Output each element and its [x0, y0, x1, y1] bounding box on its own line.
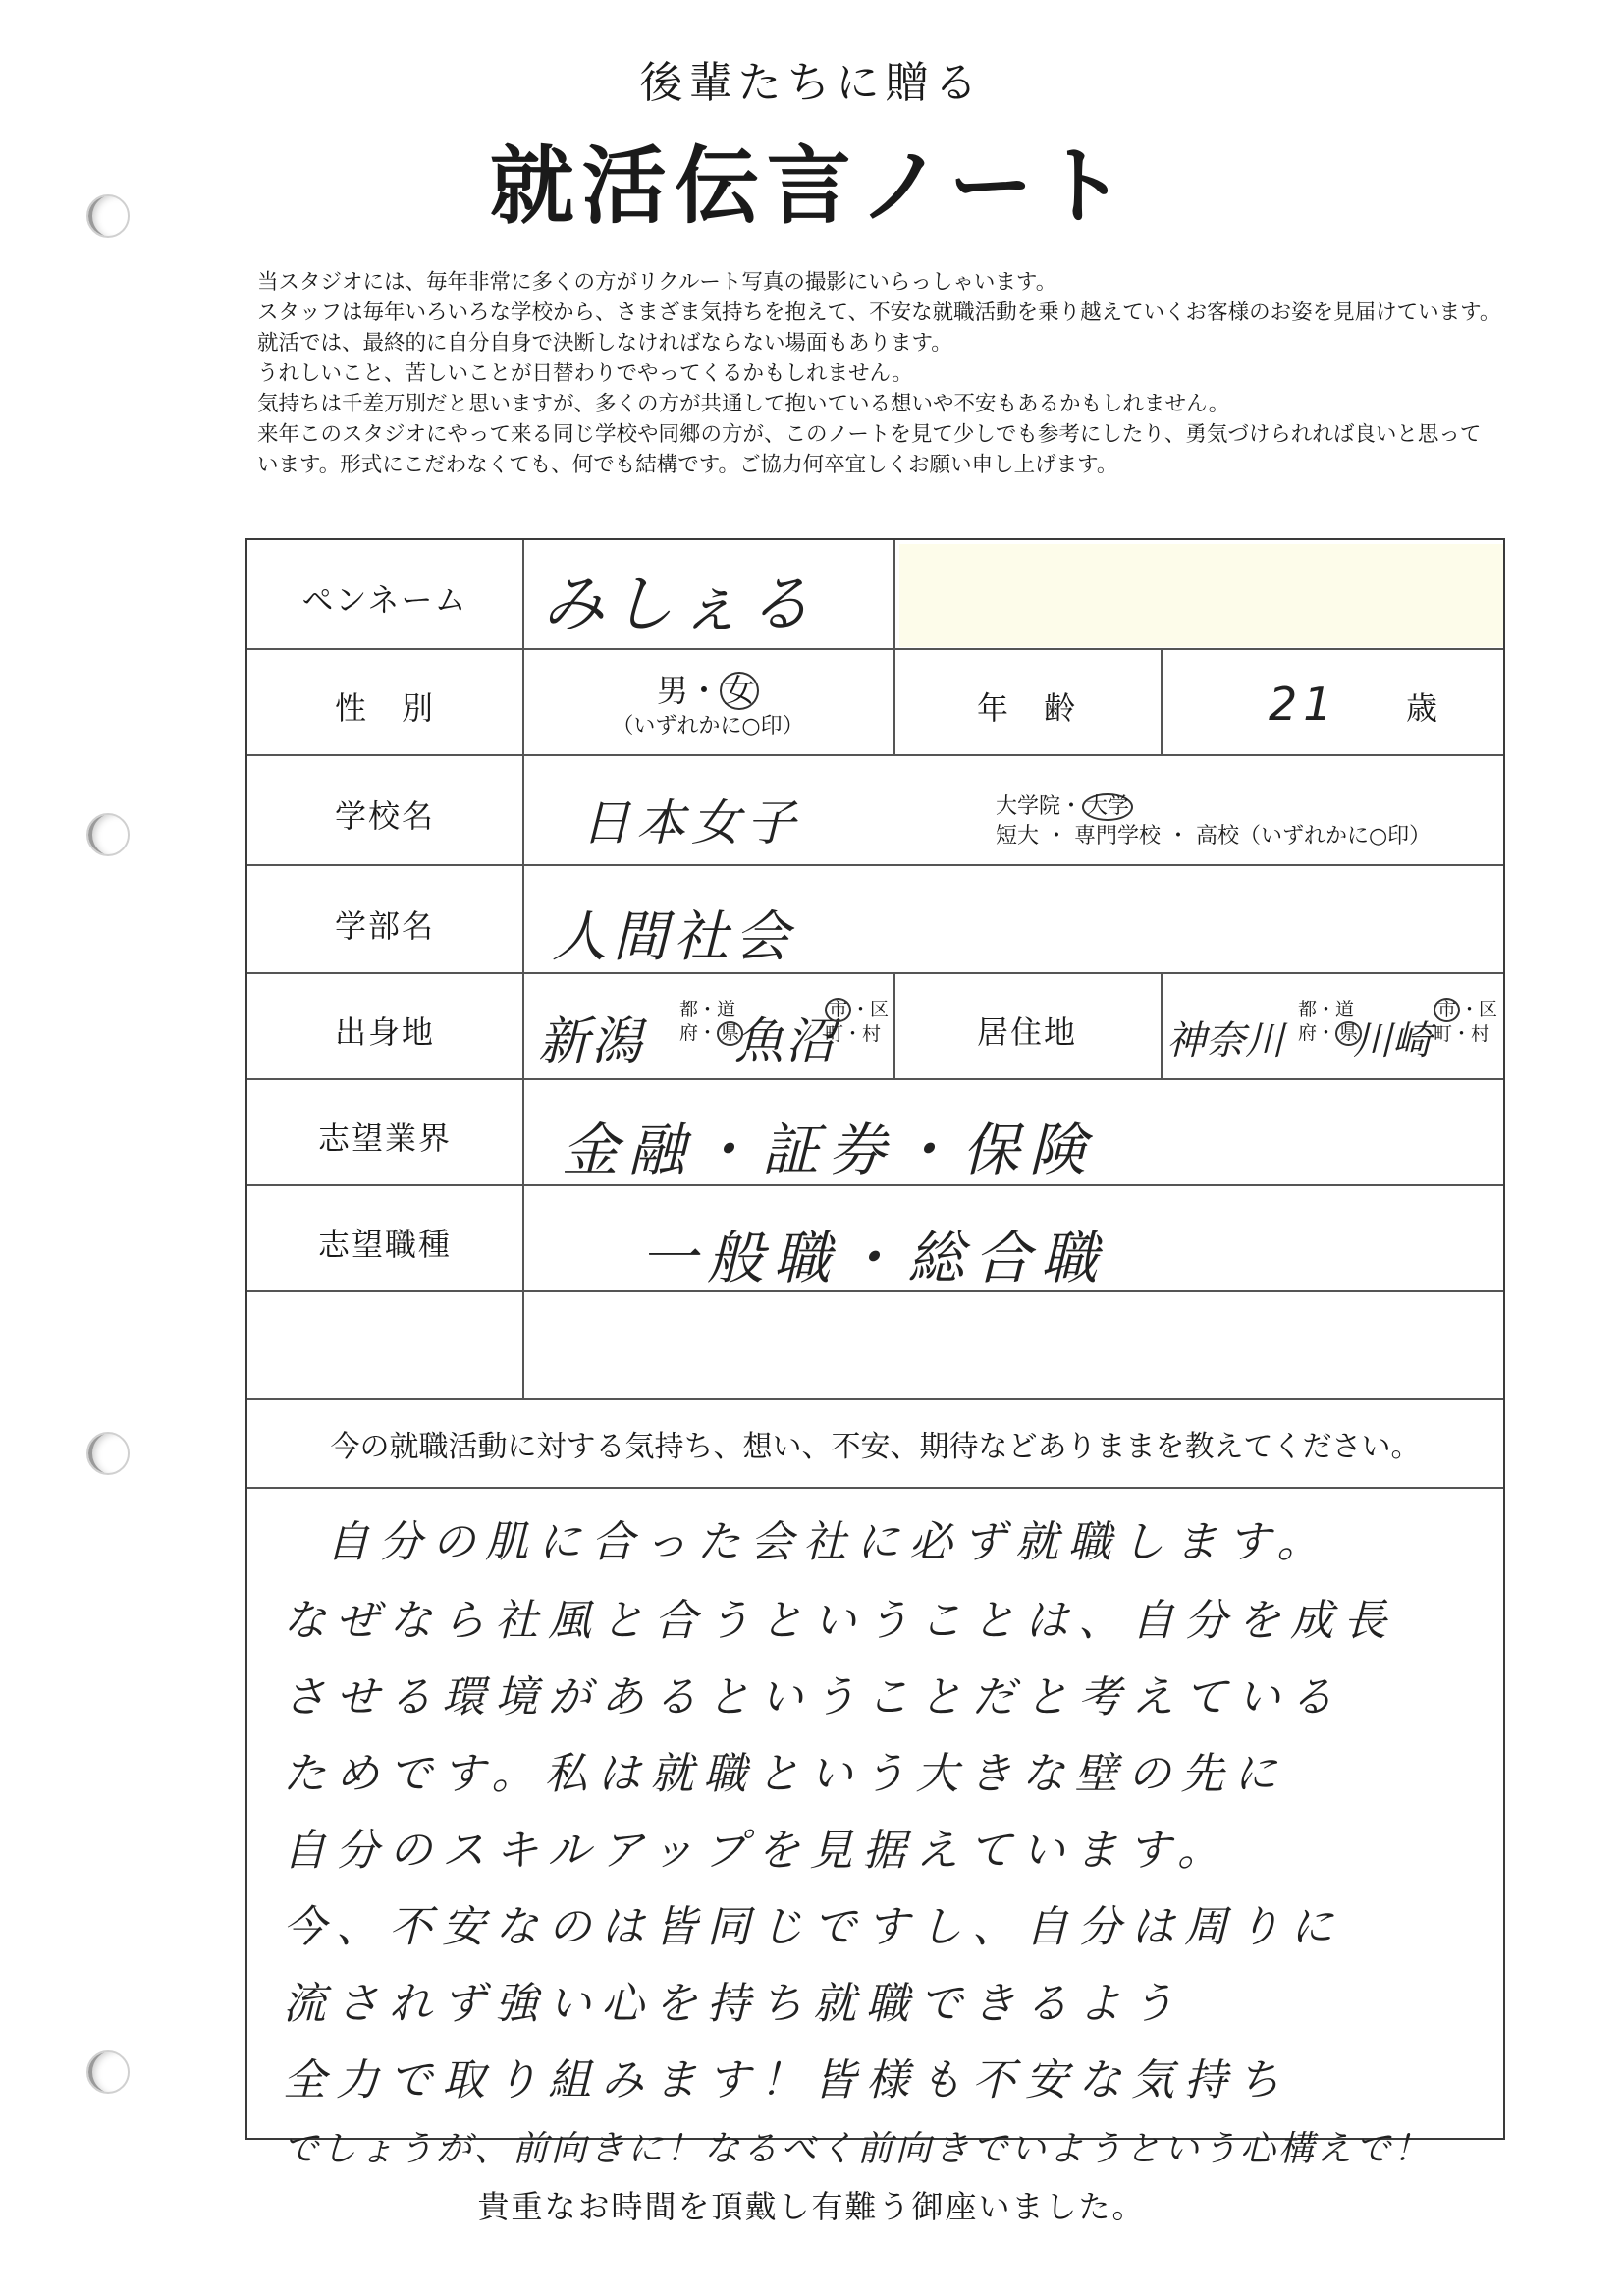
hometown-city: 魚沼 — [734, 1012, 837, 1069]
answer-line: 自分の肌に合った会社に必ず就職します。 — [326, 1517, 1330, 1567]
residence-city: 川崎 — [1353, 1018, 1432, 1064]
city-circled: 市 — [1434, 998, 1460, 1022]
pref-circled: 県 — [1335, 1021, 1362, 1046]
hometown-city-marks — [825, 998, 889, 1046]
intro-line: スタッフは毎年いろいろな学校から、さまざま気持ちを抱えて、不安な就職活動を乗り越えていくお客様のお姿を見届けています。 — [257, 301, 1501, 325]
gender-male: 男 — [656, 672, 688, 709]
intro-line: 気持ちは千差万別だと思いますが、多くの方が共通して抱いている想いや不安もあるかもしれません。 — [257, 392, 1230, 416]
intro-text — [257, 267, 1612, 480]
age-unit: 歳 — [1406, 689, 1438, 727]
city-marks-bottom: 町・村 — [825, 1022, 882, 1045]
residence-label: 居住地 — [976, 1013, 1077, 1051]
questionnaire-form — [245, 538, 1505, 2169]
pref-marks-top: 都・道 — [1298, 999, 1355, 1020]
footer-thanks: 貴重なお時間を頂戴し有難う御座いました。 — [477, 2188, 1146, 2225]
age-value: 21 — [1269, 678, 1338, 731]
pref-marks-top: 都・道 — [679, 999, 736, 1020]
school-type-line1 — [996, 790, 1133, 821]
binder-hole — [86, 1432, 130, 1475]
intro-line: 当スタジオには、毎年非常に多くの方がリクルート写真の撮影にいらっしゃいます。 — [257, 270, 1057, 295]
city-marks-bottom: 町・村 — [1434, 1022, 1490, 1045]
answer-line: 今、不安なのは皆同じですし、自分は周りに — [283, 1902, 1343, 1952]
page-subtitle: 後輩たちに贈る — [639, 58, 984, 108]
job-type-value: 一般職・総合職 — [640, 1225, 1109, 1291]
city-circled: 市 — [825, 998, 851, 1022]
answer-line: ためです。私は就職という大きな壁の先に — [283, 1749, 1287, 1799]
age-label: 年 齢 — [976, 689, 1077, 727]
industry-label: 志望業界 — [317, 1120, 452, 1157]
separator: ・ — [1060, 794, 1083, 819]
industry-value: 金融・証券・保険 — [562, 1117, 1097, 1183]
binder-hole — [86, 813, 130, 856]
question-prompt: 今の就職活動に対する気持ち、想い、不安、期待などありままを教えてください。 — [330, 1430, 1421, 1464]
page-title: 就活伝言ノート — [489, 137, 1134, 236]
school-label: 学校名 — [334, 797, 435, 835]
intro-line: うれしいこと、苦しいことが日替わりでやってくるかもしれません。 — [257, 361, 913, 386]
city-marks-top: ・区 — [851, 999, 890, 1020]
answer-line: 自分のスキルアップを見据えています。 — [283, 1826, 1230, 1876]
gender-options — [522, 666, 893, 711]
grad-school-option: 大学院 — [996, 794, 1061, 819]
answer-line: 全力で取り組みます！皆様も不安な気持ち — [283, 2055, 1290, 2105]
pref-marks-bottom: 府・ — [679, 1022, 718, 1044]
intro-line: 来年このスタジオにやって来る同じ学校や同郷の方が、このノートを見て少しでも参考にしたり、勇気づけられれば良いと思って — [257, 422, 1482, 447]
intro-line: 就活では、最終的に自分自身で決断しなければならない場面もあります。 — [257, 331, 952, 355]
faculty-label: 学部名 — [334, 907, 435, 945]
gender-label: 性 別 — [334, 689, 435, 727]
pref-circled: 県 — [717, 1021, 743, 1046]
gender-note: （いずれかに○印） — [612, 714, 804, 738]
hometown-pref: 新潟 — [538, 1012, 645, 1071]
redacted-box — [899, 544, 1503, 647]
separator: ・ — [687, 672, 720, 709]
university-option-circled: 大学 — [1082, 793, 1133, 821]
answer-line: 流されず強い心を持ち就職できるよう — [283, 1979, 1184, 2029]
faculty-value: 人間社会 — [552, 905, 795, 969]
gender-female-circled: 女 — [720, 672, 759, 710]
hometown-label: 出身地 — [334, 1013, 435, 1051]
answer-line: させる環境があるということだと考えている — [283, 1672, 1343, 1722]
residence-city-marks — [1434, 998, 1497, 1046]
intro-line: います。形式にこだわなくても、何でも結構です。ご協力何卒宜しくお願い申し上げます。 — [257, 453, 1118, 477]
pen-name-label: ペンネーム — [301, 581, 468, 619]
city-marks-top: ・区 — [1460, 999, 1498, 1020]
residence-pref: 神奈川 — [1166, 1018, 1284, 1064]
binder-hole — [86, 2050, 130, 2094]
pen-name-value: みしぇる — [542, 569, 817, 641]
answer-line: なぜなら社風と合うということは、自分を成長 — [283, 1596, 1396, 1646]
school-type-line2: 短大 ・ 専門学校 ・ 高校（いずれかに○印） — [996, 824, 1432, 848]
job-type-label: 志望職種 — [317, 1226, 452, 1263]
answer-line: でしょうが、前向きに！なるべく前向きでいようという心構えで！ — [283, 2129, 1433, 2169]
pref-marks-bottom: 府・ — [1298, 1022, 1336, 1044]
school-value: 日本女子 — [581, 794, 801, 851]
